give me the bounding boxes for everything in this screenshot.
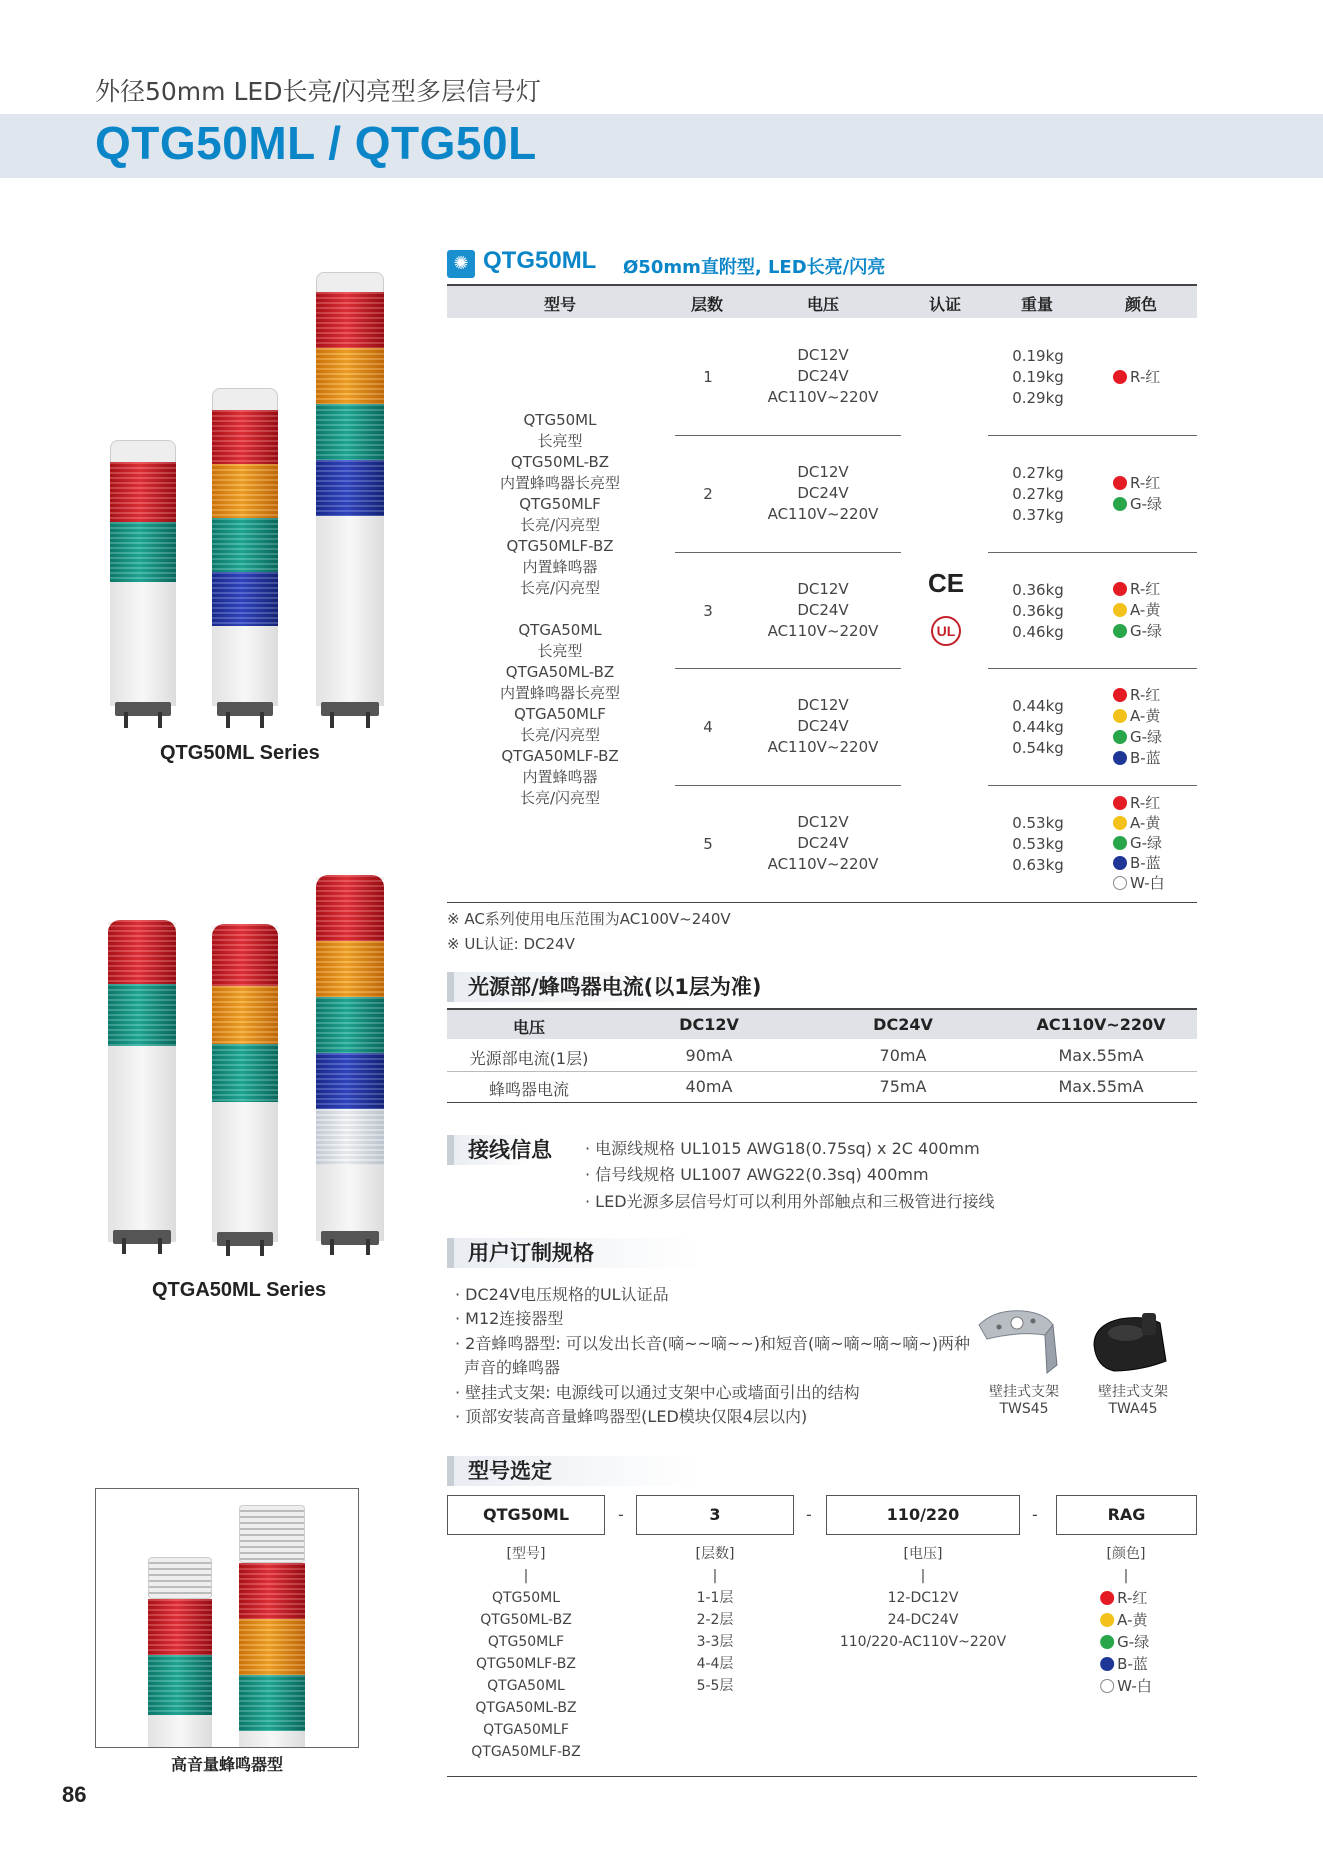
blue-dot-icon (1100, 1657, 1114, 1671)
header-model: 型号 (543, 295, 577, 314)
current-row-light: 光源部电流(1层) 90mA 70mA Max.55mA (447, 1041, 1197, 1072)
green-dot-icon (1113, 497, 1127, 511)
sel-color-box: RAG (1056, 1495, 1197, 1535)
green-dot-icon (1113, 730, 1127, 744)
tower-hv-3-tier (239, 1505, 305, 1747)
page-title: QTG50ML / QTG50L (95, 117, 537, 169)
red-dot-icon (1113, 688, 1127, 702)
note-ul: ※ UL认证: DC24V (447, 935, 575, 953)
product-name: QTG50ML (483, 247, 597, 274)
red-dot-icon (1113, 796, 1127, 810)
page-number: 86 (62, 1782, 87, 1807)
header-tiers: 层数 (690, 295, 724, 314)
ce-mark-icon: CE (928, 568, 965, 598)
sel-dash: - (806, 1505, 812, 1524)
current-heading: 光源部/蜂鸣器电流(以1层为准) (447, 972, 807, 1002)
header-voltage: 电压 (806, 295, 840, 314)
sel-dash: - (1032, 1505, 1038, 1524)
row-divider (675, 435, 901, 436)
tws45-bracket-image (975, 1303, 1065, 1375)
custom-item: · 顶部安装高音量蜂鸣器型(LED模块仅限4层以内) (455, 1407, 808, 1426)
green-dot-icon (1113, 836, 1127, 850)
row-divider (988, 785, 1197, 786)
row-divider (675, 552, 901, 553)
wiring-item: · 信号线规格 UL1007 AWG22(0.3sq) 400mm (585, 1165, 929, 1184)
amber-dot-icon (1100, 1613, 1114, 1627)
sel-tiers-column: [层数] | 1-1层 2-2层 3-3层 4-4层 5-5层 (695, 1546, 735, 1694)
tower-hv-2-tier (148, 1557, 212, 1747)
wiring-item: · 电源线规格 UL1015 AWG18(0.75sq) x 2C 400mm (585, 1139, 980, 1158)
amber-dot-icon (1113, 709, 1127, 723)
twa45-label: 壁挂式支架 TWA45 (1098, 1384, 1168, 1417)
row-divider (675, 785, 901, 786)
row-divider (988, 552, 1197, 553)
table-bottom-rule (447, 902, 1197, 903)
beacon-light-icon: ✺ (447, 250, 475, 278)
custom-item: · 2音蜂鸣器型: 可以发出长音(嘀~~嘀~~)和短音(嘀~嘀~嘀~嘀~)两种 (455, 1334, 971, 1353)
custom-item: · DC24V电压规格的UL认证品 (455, 1285, 669, 1304)
tower-4-tier (212, 388, 278, 720)
tws45-label: 壁挂式支架 TWS45 (989, 1384, 1059, 1417)
spec-table-header (447, 284, 1197, 318)
product-desc: Ø50mm直附型, LED长亮/闪亮 (623, 257, 886, 278)
tower-a-5-tier (316, 875, 384, 1252)
current-header-row: 电压 DC12V DC24V AC110V~220V (447, 1008, 1197, 1039)
page-subtitle: 外径50mm LED长亮/闪亮型多层信号灯 (95, 77, 541, 106)
custom-item: 声音的蜂鸣器 (464, 1358, 561, 1377)
sel-dash: - (618, 1505, 624, 1524)
sel-tier-box: 3 (636, 1495, 794, 1535)
sel-voltage-box: 110/220 (826, 1495, 1020, 1535)
header-weight: 重量 (1020, 295, 1054, 314)
red-dot-icon (1113, 476, 1127, 490)
row-divider (675, 668, 901, 669)
blue-dot-icon (1113, 856, 1127, 870)
note-ac-range: ※ AC系列使用电压范围为AC100V~240V (447, 910, 731, 928)
high-volume-photo (95, 1488, 359, 1748)
sel-model-box: QTG50ML (447, 1495, 605, 1535)
current-row-buzzer: 蜂鸣器电流 40mA 75mA Max.55mA (447, 1072, 1197, 1103)
blue-dot-icon (1113, 751, 1127, 765)
qtga50ml-series-label: QTGA50ML Series (152, 1279, 327, 1301)
wiring-item: · LED光源多层信号灯可以利用外部触点和三极管进行接线 (585, 1192, 995, 1211)
red-dot-icon (1113, 582, 1127, 596)
tower-2-tier (110, 440, 176, 720)
custom-item: · M12连接器型 (455, 1309, 564, 1328)
red-dot-icon (1100, 1591, 1114, 1605)
model-list: QTG50ML 长亮型 QTG50ML-BZ 内置蜂鸣器长亮型 QTG50MLF 长亮/闪亮型 QTG50MLF-BZ 内置蜂鸣器 长亮/闪亮型 QTGA50ML 长亮型 QTGA50ML-BZ 内置蜂鸣器长亮型 QTGA50MLF 长亮/闪亮型 QTGA50MLF-BZ 内置蜂鸣器 长亮/闪亮型 (499, 411, 620, 807)
red-dot-icon (1113, 370, 1127, 384)
amber-dot-icon (1113, 816, 1127, 830)
row-divider (988, 435, 1197, 436)
twa45-bracket-image (1090, 1305, 1170, 1375)
sel-models-column: [型号] | QTG50ML QTG50ML-BZ QTG50MLF QTG50MLF-BZ QTGA50ML QTGA50ML-BZ QTGA50MLF QTGA50MLF-BZ (471, 1546, 581, 1760)
selection-heading: 型号选定 (447, 1456, 807, 1486)
white-dot-icon (1113, 876, 1127, 890)
header-color: 颜色 (1124, 295, 1158, 314)
custom-item: · 壁挂式支架: 电源线可以通过支架中心或墙面引出的结构 (455, 1383, 860, 1402)
qtg50ml-series-label: QTG50ML Series (160, 742, 320, 764)
ul-mark-icon: UL (931, 616, 961, 646)
white-dot-icon (1100, 1679, 1114, 1693)
tower-a-3-tier (212, 924, 278, 1252)
row-divider (988, 668, 1197, 669)
green-dot-icon (1113, 624, 1127, 638)
sel-colors-column: [颜色] | R-红 A-黄 G-绿 B-蓝 W-白 (1100, 1543, 1152, 1697)
tower-4-tier-tall (316, 272, 384, 720)
selection-bottom-rule (447, 1776, 1197, 1777)
high-volume-label: 高音量蜂鸣器型 (170, 1755, 283, 1774)
tower-a-2-tier (108, 920, 176, 1252)
amber-dot-icon (1113, 603, 1127, 617)
green-dot-icon (1100, 1635, 1114, 1649)
custom-heading: 用户订制规格 (447, 1238, 807, 1268)
header-cert: 认证 (928, 295, 962, 314)
wiring-heading: 接线信息 (447, 1135, 567, 1165)
sel-voltages-column: [电压] | 12-DC12V 24-DC24V 110/220-AC110V~220V (839, 1546, 1007, 1650)
